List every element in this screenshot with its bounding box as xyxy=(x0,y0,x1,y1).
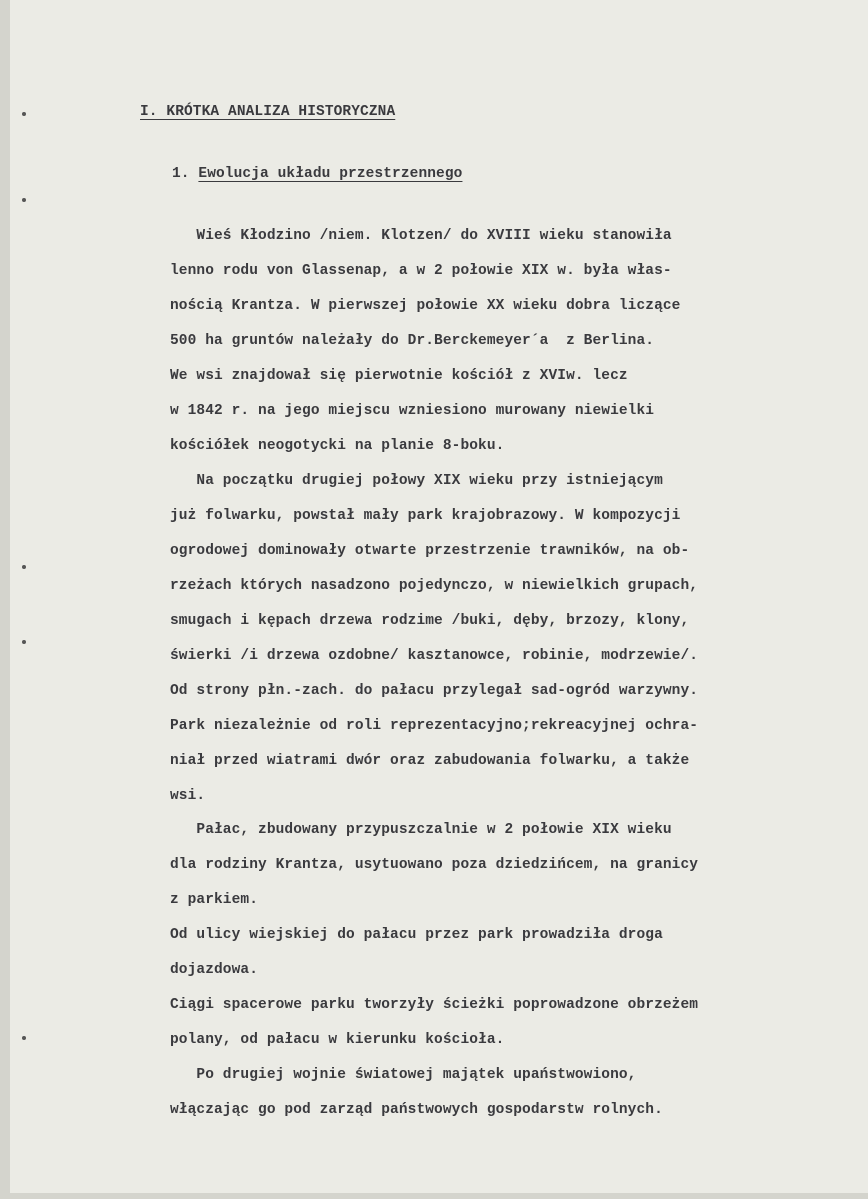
punch-hole-mark xyxy=(22,112,26,116)
text-line: Po drugiej wojnie światowej majątek upaństwowiono, xyxy=(170,1067,637,1083)
text-line: kościółek neogotycki na planie 8-boku. xyxy=(170,438,505,454)
punch-hole-mark xyxy=(22,1036,26,1040)
text-line: dla rodziny Krantza, usytuowano poza dziedzińcem, na granicy xyxy=(170,857,699,873)
text-line: świerki /i drzewa ozdobne/ kasztanowce, robinie, modrzewie/. xyxy=(170,648,699,664)
subsection-heading xyxy=(172,165,462,183)
text-line: We wsi znajdował się pierwotnie kościół z XVIw. lecz xyxy=(170,368,628,384)
text-line: Wieś Kłodzino /niem. Klotzen/ do XVIII wieku stanowiła xyxy=(170,228,672,244)
page-left-edge xyxy=(0,0,10,1199)
text-line: już folwarku, powstał mały park krajobrazowy. W kompozycji xyxy=(170,508,681,524)
page-bottom-edge xyxy=(0,1193,868,1199)
text-line: Od strony płn.-zach. do pałacu przylegał sad-ogród warzywny. xyxy=(170,683,699,699)
text-line: lenno rodu von Glassenap, a w 2 połowie XIX w. była włas- xyxy=(170,263,672,279)
text-line: włączając go pod zarząd państwowych gospodarstw rolnych. xyxy=(170,1102,663,1118)
text-line: smugach i kępach drzewa rodzime /buki, dęby, brzozy, klony, xyxy=(170,613,690,629)
text-line: polany, od pałacu w kierunku kościoła. xyxy=(170,1032,505,1048)
punch-hole-mark xyxy=(22,565,26,569)
punch-hole-mark xyxy=(22,640,26,644)
text-line: nością Krantza. W pierwszej połowie XX wieku dobra liczące xyxy=(170,298,681,314)
text-line: niał przed wiatrami dwór oraz zabudowania folwarku, a także xyxy=(170,753,690,769)
subsection-number: 1. xyxy=(172,166,199,182)
text-line: Ciągi spacerowe parku tworzyły ścieżki poprowadzone obrzeżem xyxy=(170,997,699,1013)
text-line: Park niezależnie od roli reprezentacyjno;rekreacyjnej ochra- xyxy=(170,718,699,734)
text-line: dojazdowa. xyxy=(170,962,259,978)
text-line: w 1842 r. na jego miejscu wzniesiono murowany niewielki xyxy=(170,403,655,419)
text-line: Pałac, zbudowany przypuszczalnie w 2 połowie XIX wieku xyxy=(170,822,672,838)
text-line: wsi. xyxy=(170,788,206,804)
subsection-title: Ewolucja układu przestrzennego xyxy=(198,166,463,182)
section-heading: I. KRÓTKA ANALIZA HISTORYCZNA xyxy=(140,104,396,120)
text-line: ogrodowej dominowały otwarte przestrzenie trawników, na ob- xyxy=(170,543,690,559)
text-line: Od ulicy wiejskiej do pałacu przez park prowadziła droga xyxy=(170,927,663,943)
text-line: z parkiem. xyxy=(170,892,259,908)
text-line: Na początku drugiej połowy XIX wieku przy istniejącym xyxy=(170,473,663,489)
punch-hole-mark xyxy=(22,198,26,202)
text-line: 500 ha gruntów należały do Dr.Berckemeyer´a z Berlina. xyxy=(170,333,655,349)
text-line: rzeżach których nasadzono pojedynczo, w niewielkich grupach, xyxy=(170,578,699,594)
